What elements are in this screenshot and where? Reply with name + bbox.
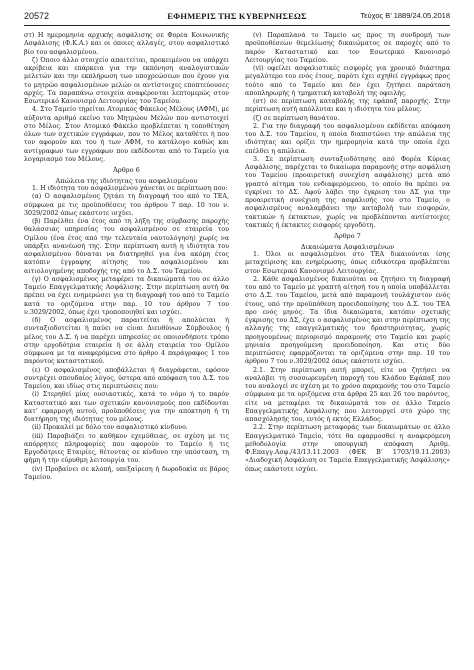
paragraph: (στ) σε περίπτωση καταβολής της εφάπαξ παροχής. Στην περίπτωση αυτή απόλλυται και η ιδιότητα του μέλους. <box>245 98 450 114</box>
right-column <box>245 32 450 662</box>
paragraph: (iii) Παραβιάζει το καθήκον εχεμύθειας, σε σχέση με τις απόρρητες πληροφορίες που αφορούν το Ταμείο ή τις Εργοδότριες Εταιρίες, θέτοντας σε κίνδυνο την υπόσταση, τη φήμη ή την εύρυθμη λειτουργία του. <box>24 432 229 465</box>
paragraph: 2.1. Στην περίπτωση αυτή μπορεί, είτε να ζητήσει να αναλάβει τη συσσωρευμένη παροχή του Κλάδου Εφάπαξ που του αναλογεί σε σχέση με το χρόνο παραμονής του στο Ταμείο σύμφωνα με τα οριζόμενα στα άρθρα 25 και 26 του παρόντος, είτε να μεταφέρει τα δικαιώματά του σε άλλο Ταμείο Επαγγελματικής Ασφάλισης που λειτουργεί στο χώρο της απασχόλησής του, εντός ή εκτός Ελλάδος. <box>245 366 450 424</box>
paragraph: 1. Η ιδιότητα του ασφαλισμένου χάνεται σε περίπτωση που: <box>32 185 228 193</box>
left-column <box>24 32 229 662</box>
paragraph: (v) Παραπλανά το Ταμείο ως προς τη συνδρομή των προϋποθέσεων θεμελίωσης δικαιώματος σε παροχές από το παρόν Καταστατικό και τον Εσωτερικό Κανονισμό Λειτουργίας του Ταμείου. <box>245 32 450 64</box>
paragraph: (β) Παρέλθει ένα έτος από τη λήξη της σύμβασης παροχής θαλάσσιας υπηρεσίας του ασφαλισμένου σε εταιρεία του Ομίλου (ένα έτος από την τελευταία ναυτολόγηση) χωρίς να υπάρξει ανανέωσή της. Στην περίπτωση αυτή η ιδιότητα του ασφαλισμένου δύναται να διατηρηθεί για ένα ακόμη έτος κατόπιν έγγραφης αίτησης του ασφαλισμένου και αιτιολογημένης αποδοχής της από το Δ.Σ. του Ταμείου. <box>24 218 229 275</box>
paragraph: (iv) Προβαίνει σε κλοπή, υπεξαίρεση ή δωροδοκία σε βάρος Ταμείου. <box>24 465 229 481</box>
paragraph: (ii) Προκαλεί με δόλο τον ασφαλιστικό κίνδυνο. <box>32 424 188 432</box>
article-heading: Άρθρο 7 <box>334 232 361 240</box>
paragraph: 1. Όλοι οι ασφαλισμένοι στο ΤΕΑ δικαιούνται ίσης μεταχείρισης και ενημέρωσης, όπως ειδικότερα προβλέπεται στον Εσωτερικό Κανονισμό Λειτουργίας. <box>245 251 450 275</box>
issue-info: Τεύχος Β’ 1889/24.05.2018 <box>360 11 450 20</box>
paragraph: 4. Στο Ταμείο τηρείται Ατομικός Φάκελος Μέλους (ΑΦΜ), με αύξοντα αριθμό εκείνο του Μητρώου Μελών που αντιστοιχεί στο Μέλος. Στον Ατομικό Φάκελο προβλέπεται η τοποθέτηση όλων των σχετικών εγγράφων, που το Μέλος καταθέτει ή που τον αφορούν και του ή των ΑΦΜ, το κατάλογο καθώς και αντίγραφων των εγγράφων που εκδίδονται από το Ταμείο για λογαριασμό του Μέλους. <box>24 106 229 163</box>
paragraph: στ) Η ημερομηνία αρχικής ασφάλισης σε Φορέα Κοινωνικής Ασφάλισης (Φ.Κ.Α.) και οι όποιες αλλαγές, στον ασφαλιστικό βίο του ασφαλισμένου. <box>24 32 229 56</box>
publication-title: ΕΦΗΜΕΡΙΣ ΤΗΣ ΚΥΒΕΡΝΗΣΕΩΣ <box>167 11 307 21</box>
page-number: 20572 <box>24 11 50 21</box>
paragraph: (γ) Ο ασφαλισμένος μεταφέρει τα δικαιώματά του σε άλλο Ταμείο Επαγγελματικής Ασφάλισης. Στην περίπτωση αυτή θα πρέπει να έχει ενημερώσει για τη διαγραφή του από το Ταμείο κατά το οριζόμενα στην παρ. 10 του άρθρου 7 του ν.3029/2002, όπως έχει τροποποιηθεί και ισχύει. <box>24 275 229 316</box>
paragraph: ζ) Όποιο άλλο στοιχείο απαιτείται, προκειμένου να υπάρχει ακρίβεια και επάρκεια για την εκπόνηση αναλογιστικών μελετών και την εκπλήρωση των υποχρεώσεων που έχουν για το μητρώο ασφαλισμένων μελών οι αντίστοιχες εποπτεύουσες αρχές. Τα παραπάνω στοιχεία αναφέρονται λεπτομερώς στον Εσωτερικό Κανονισμό Λειτουργίας του Ταμείου. <box>24 56 229 105</box>
paragraph: 2.2. Στην περίπτωση μεταφοράς των δικαιωμάτων σε άλλο Επαγγελματικό Ταμείο, τότε θα εφαρμοσθεί η αναφερόμενη μεθοδολογία στην υπουργική απόφαση Αριθμ. Φ.Επαγγ.Ασφ./43/13.11.2003 (ΦΕΚ Β’ 1703/19.11.2003) «Διαδοχική Ασφάλιση σε Ταμεία Επαγγελματικής Ασφάλισης» όπως εκάστοτε ισχύει. <box>245 424 450 473</box>
article-subtitle: Απώλεια της ιδιότητας του ασφαλισμένου <box>55 176 198 185</box>
paragraph: 2. Κάθε ασφαλισμένος δικαιούται να ζητήσει τη διαγραφή του από το Ταμείο με γραπτή αίτησή του η οποία υποβάλλεται στο Δ.Σ. του Ταμείου, μετά από παραμονή τουλάχιστον ενός έτους, υπό την προϋπόθεση προειδοποίησης του Δ.Σ. του ΤΕΑ προ ενός μηνός. Τα ίδια δικαιώματα, κατόπιν σχετικής έγκρισης του ΔΣ, έχει ο ασφαλισμένος και στην περίπτωση της αλλαγής της επαγγελματικής του δραστηριότητας, χωρίς προηγουμένως περιορισμό παραμονής στο Ταμείο και χωρίς μηνιαία προηγούμενη προειδοποίηση. Και στις δύο περιπτώσεις εφαρμόζονται τα οριζόμενα στην παρ. 10 του άρθρου 7 του ν.3029/2002 όπως εκάστοτε ισχύει. <box>245 275 450 366</box>
article-subtitle: Δικαιώματα Ασφαλισμένων <box>300 242 395 251</box>
page-header <box>24 10 450 26</box>
paragraph: (i) Στερηθεί μίας ουσιαστικές, κατά το νόμο ή το παρόν Καταστατικό και των σχετικών κανονισμούς που εκδίδονται κατ’ εφαρμογή αυτού, προϋποθέσεις για την απόκτηση ή τη διατήρηση της ιδιότητας του μέλους. <box>24 391 229 424</box>
paragraph: (ζ) σε περίπτωση θανάτου. <box>253 114 340 122</box>
paragraph: (ε) Ο ασφαλισμένος αποβάλλεται ή διαγράφεται, εφόσον συντρέχει σπουδαίος λόγος, ύστερα από απόφαση του Δ.Σ. του Ταμείου, και ιδίως στις περιπτώσεις που: <box>24 366 229 391</box>
paragraph: 2. Για την διαγραφή του ασφαλισμένου εκδίδεται απόφαση του Δ.Σ. του Ταμείου, η οποία διαπιστώνει την απώλεια της ιδιότητας και ορίζει την ημερομηνία κατά την οποία έχει επέλθει η απώλεια. <box>245 122 450 155</box>
text-columns <box>24 32 450 662</box>
paragraph: (vi) οφείλει ασφαλιστικές εισφορές για χρονικό διάστημα μεγαλύτερο του ενός έτους, παρότι έχει σχηθεί εγγράφως προς τούτο από το Ταμείο και δεν έχει ζητήσει παράταση αποπληρωμής ή τμηματική καταβολή της οφειλής. <box>245 65 450 97</box>
paragraph: (α) Ο ασφαλισμένος ζητάει τη διαγραφή του από το ΤΕΑ, σύμφωνα με τις προϋποθέσεις του άρθρου 7 παρ. 10 του ν. 3029/2002 όπως εκάστοτε ισχύει. <box>24 193 229 217</box>
paragraph: 3. Σε περίπτωση συνταξιοδότησης από Φορέα Κύριας Ασφάλισης, παρέχεται το δικαίωμα παραμονής στην ασφάλιση του Ταμείου (προαιρετική συνεχίση ασφάλισης) μετά από γραπτό αίτημα του ενδιαφερόμενου, το οποίο θα πρέπει να εγκρίνει το ΔΣ. Αφού λάβει την έγκριση του ΔΣ για την προαιρετική συνέχιση της ασφάλισής του στο Ταμείο, ο ασφαλισμένος αναλαμβάνει την καταβολή των εισφορών, τακτικών ή έκτακτων, χωρίς να προβλέπονται αντίστοιχες τακτικές ή έκτακτες εισφορές εργοδότη. <box>245 155 450 229</box>
paragraph: (δ) Ο ασφαλισμένος παραιτείται ή απολύεται ή συνταξιοδοτείται ή παύει να είναι Διευθύνων Σύμβουλος ή μέλος του Δ.Σ. ή να παρέχει υπηρεσίες σε οποιονδήποτε τρόπο στην εργοδότρια εταιρεία ή σε άλλη εταιρεία του Ομίλου σύμφωνα με τα αναφερόμενα στο άρθρο 4 παράγραφος 1 του παρόντος καταστατικού. <box>24 317 229 366</box>
article-heading: Άρθρο 6 <box>113 166 140 174</box>
